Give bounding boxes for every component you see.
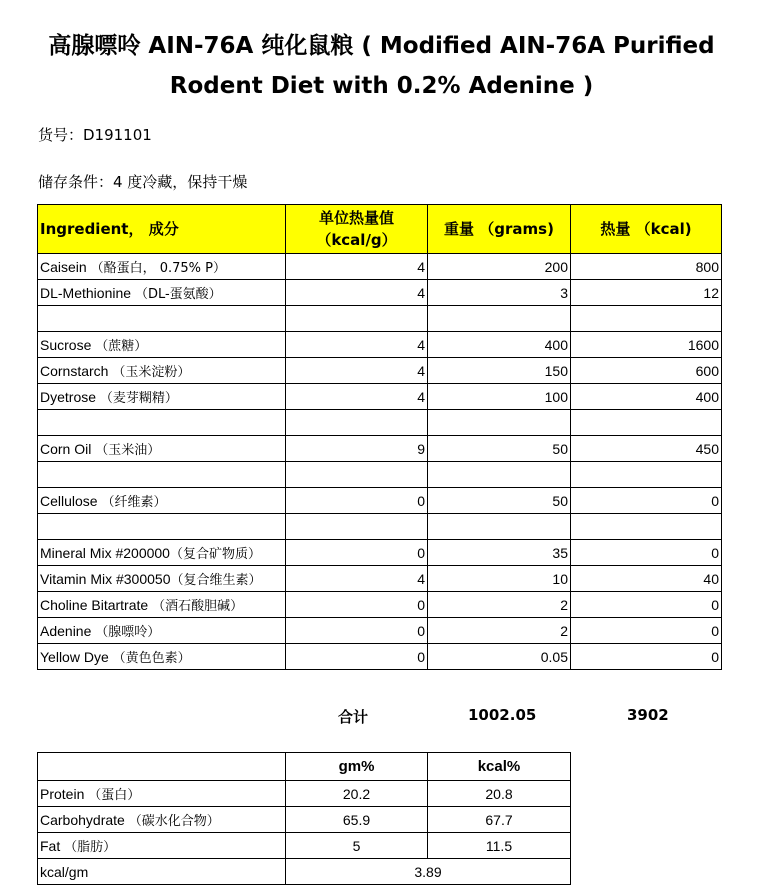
energy-cell: 600 — [571, 358, 722, 384]
header-unit-kcal-line-1: 单位热量值 — [318, 209, 394, 227]
ingredient-name: Mineral Mix #200000 — [40, 545, 170, 561]
gm-percent-cell: 20.2 — [286, 781, 428, 807]
unit-kcal-cell — [286, 462, 428, 488]
nutrient-name: Carbohydrate — [40, 812, 129, 828]
summary-header-gm-percent: gm% — [286, 753, 428, 781]
grams-cell: 150 — [428, 358, 571, 384]
ingredient-name: Cornstarch — [40, 363, 113, 379]
header-unit-kcal — [286, 205, 428, 254]
table-row — [38, 254, 722, 280]
energy-cell: 0 — [571, 592, 722, 618]
energy-cell — [571, 410, 722, 436]
ingredient-name-zh: （复合维生素） — [170, 573, 262, 588]
grams-cell — [428, 306, 571, 332]
ingredient-cell — [38, 410, 286, 436]
item-number: 货号：D191101 — [38, 126, 152, 144]
unit-kcal-cell: 9 — [286, 436, 428, 462]
table-row — [38, 566, 722, 592]
document-title-line-1: 高腺嘌呤 AIN-76A 纯化鼠粮 ( Modified AIN-76A Purified — [48, 33, 715, 59]
summary-header — [38, 753, 571, 781]
energy-cell: 0 — [571, 540, 722, 566]
table-row — [38, 384, 722, 410]
energy-cell — [571, 514, 722, 540]
nutrient-name-zh: （碳水化合物） — [128, 814, 220, 829]
ingredient-name-zh: （玉米淀粉） — [112, 365, 191, 380]
grams-cell — [428, 410, 571, 436]
unit-kcal-cell — [286, 514, 428, 540]
unit-kcal-cell: 4 — [286, 358, 428, 384]
ingredient-name: Corn Oil — [40, 441, 96, 457]
ingredient-name: Caisein — [40, 259, 91, 275]
ingredient-name-zh: （纤维素） — [101, 495, 167, 510]
unit-kcal-cell: 0 — [286, 644, 428, 670]
summary-header-blank — [38, 753, 286, 781]
grams-cell: 3 — [428, 280, 571, 306]
table-row — [38, 462, 722, 488]
total-energy: 3902 — [627, 706, 669, 724]
macronutrient-summary-table — [37, 752, 571, 885]
table-row — [38, 807, 571, 833]
table-row — [38, 781, 571, 807]
storage-conditions: 储存条件：4 度冷藏，保持干燥 — [38, 173, 248, 191]
energy-cell — [571, 462, 722, 488]
ingredient-cell — [38, 618, 286, 644]
header-weight: 重量 （grams) — [428, 205, 571, 254]
unit-kcal-cell: 0 — [286, 592, 428, 618]
kcal-per-gm-value: 3.89 — [286, 859, 571, 885]
energy-cell: 0 — [571, 488, 722, 514]
ingredient-name-zh: （酒石酸胆碱） — [152, 599, 244, 614]
grams-cell: 2 — [428, 592, 571, 618]
kcal-per-gm-label: kcal/gm — [38, 859, 286, 885]
header-energy: 热量 （kcal) — [571, 205, 722, 254]
energy-cell: 0 — [571, 644, 722, 670]
ingredient-name-zh: （复合矿物质） — [169, 547, 261, 562]
nutrient-name-zh: （脂肪） — [64, 840, 117, 855]
unit-kcal-cell: 0 — [286, 540, 428, 566]
grams-cell: 10 — [428, 566, 571, 592]
grams-cell — [428, 514, 571, 540]
nutrient-cell — [38, 781, 286, 807]
header-ingredient: Ingredient， 成分 — [38, 205, 286, 254]
ingredient-name: Choline Bitartrate — [40, 597, 153, 613]
kcal-percent-cell: 67.7 — [428, 807, 571, 833]
unit-kcal-cell: 4 — [286, 332, 428, 358]
grams-cell: 400 — [428, 332, 571, 358]
ingredient-name-zh: （酪蛋白， 0.75% P） — [90, 261, 226, 276]
ingredient-name-zh: （腺嘌呤） — [95, 625, 161, 640]
unit-kcal-cell — [286, 306, 428, 332]
header-unit-kcal-line-2: （kcal/g） — [316, 231, 397, 249]
summary-header-kcal-percent: kcal% — [428, 753, 571, 781]
energy-cell: 800 — [571, 254, 722, 280]
ingredient-table-header — [38, 205, 722, 254]
ingredient-name: Cellulose — [40, 493, 102, 509]
table-row — [38, 488, 722, 514]
grams-cell: 35 — [428, 540, 571, 566]
unit-kcal-cell: 0 — [286, 618, 428, 644]
energy-cell — [571, 306, 722, 332]
ingredient-name-zh: （DL-蛋氨酸） — [134, 287, 222, 302]
nutrient-cell — [38, 807, 286, 833]
ingredient-cell — [38, 436, 286, 462]
ingredient-name: Sucrose — [40, 337, 96, 353]
energy-cell: 400 — [571, 384, 722, 410]
ingredient-name: Vitamin Mix #300050 — [40, 571, 171, 587]
gm-percent-cell: 5 — [286, 833, 428, 859]
ingredient-name-zh: （麦芽糊精） — [99, 391, 178, 406]
ingredient-cell — [38, 540, 286, 566]
grams-cell: 0.05 — [428, 644, 571, 670]
table-row — [38, 280, 722, 306]
unit-kcal-cell: 4 — [286, 566, 428, 592]
table-row — [38, 540, 722, 566]
gm-percent-cell: 65.9 — [286, 807, 428, 833]
table-row — [38, 332, 722, 358]
nutrient-name: Fat — [40, 838, 65, 854]
ingredient-cell — [38, 280, 286, 306]
ingredient-cell — [38, 384, 286, 410]
kcal-percent-cell: 11.5 — [428, 833, 571, 859]
unit-kcal-cell: 0 — [286, 488, 428, 514]
nutrient-cell — [38, 833, 286, 859]
grams-cell: 50 — [428, 488, 571, 514]
grams-cell — [428, 462, 571, 488]
ingredient-name-zh: （蔗糖） — [95, 339, 148, 354]
ingredient-name-zh: （黄色色素） — [112, 651, 191, 666]
energy-cell: 0 — [571, 618, 722, 644]
ingredient-cell — [38, 566, 286, 592]
grams-cell: 2 — [428, 618, 571, 644]
energy-cell: 450 — [571, 436, 722, 462]
total-label: 合计 — [338, 708, 369, 726]
table-row — [38, 306, 722, 332]
table-row — [38, 833, 571, 859]
ingredient-cell — [38, 332, 286, 358]
table-row — [38, 514, 722, 540]
nutrient-name: Protein — [40, 786, 89, 802]
energy-cell: 40 — [571, 566, 722, 592]
ingredient-name: Adenine — [40, 623, 96, 639]
ingredient-name: Yellow Dye — [40, 649, 113, 665]
ingredient-cell — [38, 514, 286, 540]
nutrient-name-zh: （蛋白） — [88, 788, 141, 803]
table-row — [38, 644, 722, 670]
unit-kcal-cell — [286, 410, 428, 436]
ingredient-name: DL-Methionine — [40, 285, 135, 301]
document-title-line-2: Rodent Diet with 0.2% Adenine ) — [169, 73, 594, 99]
grams-cell: 100 — [428, 384, 571, 410]
grams-cell: 200 — [428, 254, 571, 280]
unit-kcal-cell: 4 — [286, 384, 428, 410]
ingredient-cell — [38, 592, 286, 618]
table-row — [38, 859, 571, 885]
ingredient-table — [37, 204, 722, 670]
ingredient-name-zh: （玉米油） — [95, 443, 161, 458]
kcal-percent-cell: 20.8 — [428, 781, 571, 807]
ingredient-cell — [38, 644, 286, 670]
table-row — [38, 358, 722, 384]
total-grams: 1002.05 — [468, 706, 537, 724]
table-row — [38, 436, 722, 462]
grams-cell: 50 — [428, 436, 571, 462]
energy-cell: 12 — [571, 280, 722, 306]
ingredient-name: Dyetrose — [40, 389, 100, 405]
table-row — [38, 592, 722, 618]
energy-cell: 1600 — [571, 332, 722, 358]
ingredient-cell — [38, 462, 286, 488]
ingredient-cell — [38, 488, 286, 514]
ingredient-cell — [38, 306, 286, 332]
table-row — [38, 618, 722, 644]
unit-kcal-cell: 4 — [286, 254, 428, 280]
ingredient-cell — [38, 358, 286, 384]
table-row — [38, 410, 722, 436]
unit-kcal-cell: 4 — [286, 280, 428, 306]
ingredient-cell — [38, 254, 286, 280]
